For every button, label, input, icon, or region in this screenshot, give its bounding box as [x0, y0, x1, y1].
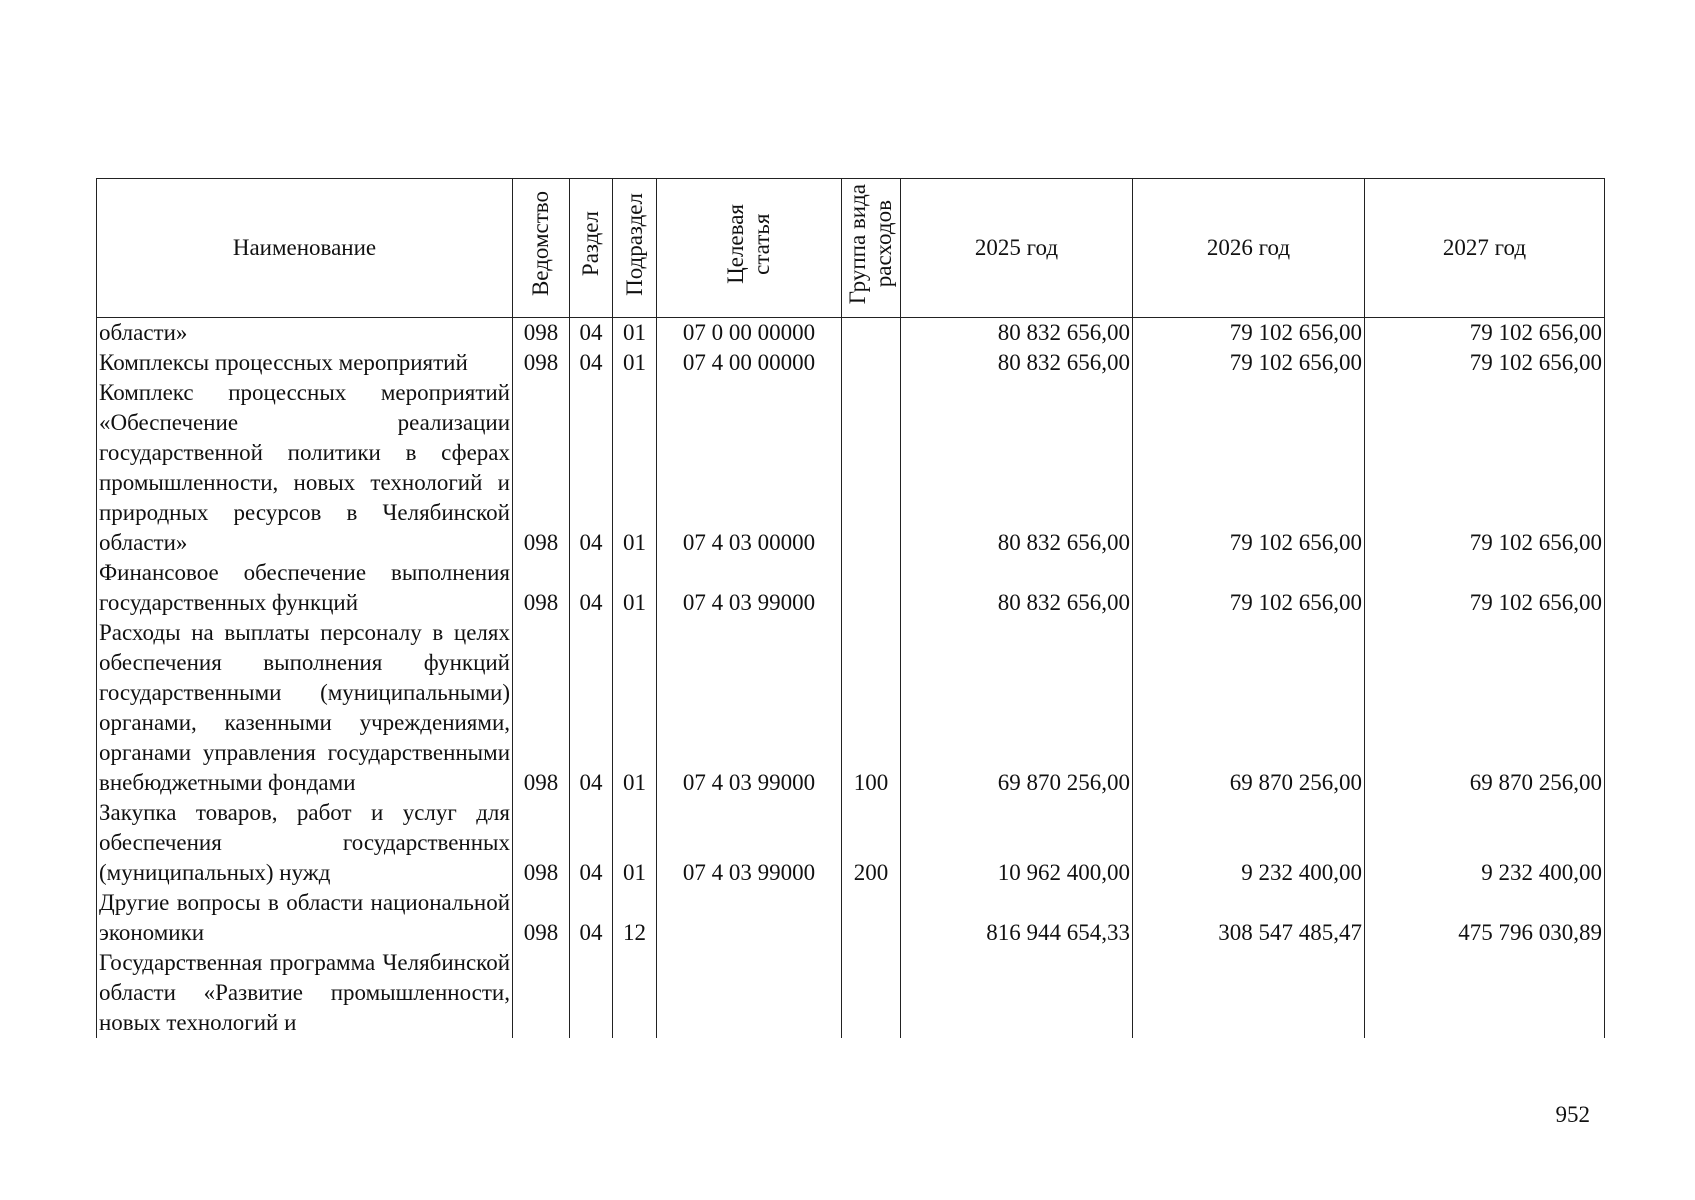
budget-table — [96, 178, 1605, 1038]
header-gruppa-vida-rashodov: Группа вида расходов — [842, 179, 901, 318]
row-vedomstvo: 098 — [513, 348, 570, 378]
row-podrazdel: 01 — [613, 798, 657, 888]
row-2027: 9 232 400,00 — [1365, 798, 1605, 888]
row-2025: 816 944 654,33 — [901, 888, 1133, 948]
row-razdel: 04 — [570, 318, 613, 349]
row-2025: 69 870 256,00 — [901, 618, 1133, 798]
row-name: области» — [97, 318, 513, 349]
row-tselevaya-statya: 07 4 03 99000 — [657, 558, 842, 618]
header-name: Наименование — [97, 179, 513, 318]
row-vedomstvo: 098 — [513, 798, 570, 888]
row-podrazdel: 01 — [613, 318, 657, 349]
row-vedomstvo — [513, 948, 570, 1038]
row-gruppa — [842, 348, 901, 378]
row-name: Финансовое обеспечение выполнения государственных функций — [97, 558, 513, 618]
header-2025: 2025 год — [901, 179, 1133, 318]
row-razdel: 04 — [570, 888, 613, 948]
row-tselevaya-statya: 07 4 03 00000 — [657, 378, 842, 558]
row-2026: 79 102 656,00 — [1133, 558, 1365, 618]
row-2025: 10 962 400,00 — [901, 798, 1133, 888]
row-2026 — [1133, 948, 1365, 1038]
row-razdel: 04 — [570, 558, 613, 618]
row-vedomstvo: 098 — [513, 888, 570, 948]
row-2027: 475 796 030,89 — [1365, 888, 1605, 948]
row-2027: 79 102 656,00 — [1365, 378, 1605, 558]
header-razdel: Раздел — [570, 179, 613, 318]
row-podrazdel: 12 — [613, 888, 657, 948]
row-2026: 79 102 656,00 — [1133, 318, 1365, 349]
header-row — [97, 179, 1605, 318]
row-gruppa: 200 — [842, 798, 901, 888]
header-2026: 2026 год — [1133, 179, 1365, 318]
row-razdel — [570, 948, 613, 1038]
row-name: Закупка товаров, работ и услуг для обеспечения государственных (муниципальных) нужд — [97, 798, 513, 888]
row-name: Комплекс процессных мероприятий «Обеспечение реализации государственной политики в сферах промышленности, новых технологий и природных ресурсов в Челябинской области» — [97, 378, 513, 558]
row-name: Другие вопросы в области национальной экономики — [97, 888, 513, 948]
table-row — [97, 948, 1605, 1038]
row-tselevaya-statya: 07 0 00 00000 — [657, 318, 842, 349]
row-name: Расходы на выплаты персоналу в целях обеспечения выполнения функций государственными (муниципальными) органами, казенными учреждениями, органами управления государственными внебюджетными фондами — [97, 618, 513, 798]
table-row — [97, 558, 1605, 618]
row-razdel: 04 — [570, 798, 613, 888]
row-2025: 80 832 656,00 — [901, 378, 1133, 558]
row-tselevaya-statya: 07 4 00 00000 — [657, 348, 842, 378]
row-2025 — [901, 948, 1133, 1038]
row-2027: 79 102 656,00 — [1365, 318, 1605, 349]
header-podrazdel: Подраздел — [613, 179, 657, 318]
row-vedomstvo: 098 — [513, 318, 570, 349]
row-2026: 308 547 485,47 — [1133, 888, 1365, 948]
header-tselevaya-statya: Целевая статья — [657, 179, 842, 318]
table-row — [97, 318, 1605, 349]
row-2027: 79 102 656,00 — [1365, 558, 1605, 618]
row-podrazdel: 01 — [613, 348, 657, 378]
table-row — [97, 618, 1605, 798]
row-vedomstvo: 098 — [513, 378, 570, 558]
row-gruppa — [842, 318, 901, 349]
row-2026: 69 870 256,00 — [1133, 618, 1365, 798]
row-razdel: 04 — [570, 348, 613, 378]
table-body — [97, 318, 1605, 1039]
row-podrazdel: 01 — [613, 558, 657, 618]
row-razdel: 04 — [570, 378, 613, 558]
row-2025: 80 832 656,00 — [901, 348, 1133, 378]
row-gruppa: 100 — [842, 618, 901, 798]
row-tselevaya-statya — [657, 888, 842, 948]
row-vedomstvo: 098 — [513, 558, 570, 618]
row-2027 — [1365, 948, 1605, 1038]
row-podrazdel: 01 — [613, 618, 657, 798]
header-2027: 2027 год — [1365, 179, 1605, 318]
page-number: 952 — [1555, 1102, 1590, 1127]
table-row — [97, 798, 1605, 888]
row-gruppa — [842, 888, 901, 948]
row-2027: 79 102 656,00 — [1365, 348, 1605, 378]
table-row — [97, 378, 1605, 558]
row-name: Комплексы процессных мероприятий — [97, 348, 513, 378]
row-podrazdel: 01 — [613, 378, 657, 558]
header-vedomstvo: Ведомство — [513, 179, 570, 318]
row-gruppa — [842, 558, 901, 618]
row-2025: 80 832 656,00 — [901, 558, 1133, 618]
row-2026: 79 102 656,00 — [1133, 348, 1365, 378]
row-vedomstvo: 098 — [513, 618, 570, 798]
row-2026: 79 102 656,00 — [1133, 378, 1365, 558]
row-2027: 69 870 256,00 — [1365, 618, 1605, 798]
table-row — [97, 348, 1605, 378]
row-podrazdel — [613, 948, 657, 1038]
row-2025: 80 832 656,00 — [901, 318, 1133, 349]
row-tselevaya-statya — [657, 948, 842, 1038]
row-name: Государственная программа Челябинской области «Развитие промышленности, новых технологий и — [97, 948, 513, 1038]
row-tselevaya-statya: 07 4 03 99000 — [657, 618, 842, 798]
row-gruppa — [842, 378, 901, 558]
row-gruppa — [842, 948, 901, 1038]
row-tselevaya-statya: 07 4 03 99000 — [657, 798, 842, 888]
row-razdel: 04 — [570, 618, 613, 798]
row-2026: 9 232 400,00 — [1133, 798, 1365, 888]
table-row — [97, 888, 1605, 948]
